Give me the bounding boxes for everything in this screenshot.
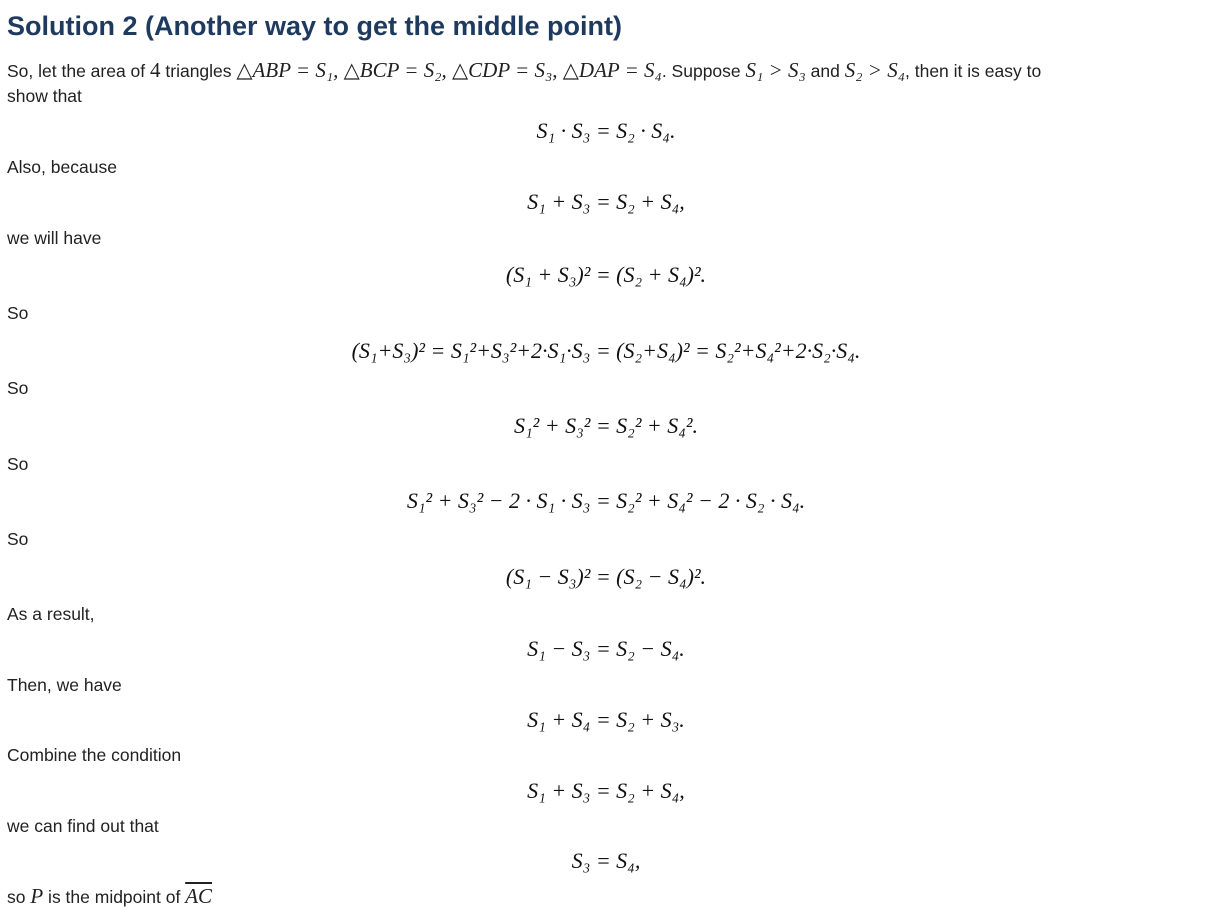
step-text-8: As a result,	[7, 604, 95, 624]
equation-5: S₁² + S₃² = S₂² + S₄².	[513, 413, 698, 438]
step-text-5: So	[7, 378, 29, 398]
step-text-4: So	[7, 303, 29, 323]
equation-1: S₁ · S₃ = S₂ · S₄.	[536, 118, 676, 143]
intro-condition-1: S₁ > S₃	[745, 58, 806, 82]
equation-8: S₁ − S₃ = S₂ − S₄.	[527, 636, 685, 661]
step-text-11: we can find out that	[7, 816, 159, 836]
step-text-6: So	[7, 454, 29, 474]
equation-4: (S₁+S₃)² = S₁²+S₃²+2·S₁·S₃ = (S₂+S₄)² = S₂²+S₄²+2·S₂·S₄.	[351, 338, 861, 363]
intro-tail: , then it is easy to	[905, 61, 1042, 81]
intro-triangle-areas: △ABP = S₁, △BCP = S₂, △CDP = S₃, △DAP = S₄	[236, 58, 662, 82]
intro-number: 4	[150, 58, 161, 82]
equation-9: S₁ + S₄ = S₂ + S₃.	[527, 707, 685, 732]
intro-condition-2: S₂ > S₄	[844, 58, 905, 82]
equation-7: (S₁ − S₃)² = (S₂ − S₄)².	[505, 564, 707, 589]
step-text-10: Combine the condition	[7, 745, 182, 765]
intro-lead: So, let the area of	[7, 61, 151, 81]
conclusion-segment: $\overline{AC}$	[185, 884, 213, 908]
intro-and: and	[805, 61, 845, 81]
intro-triangles-word: triangles	[160, 61, 237, 81]
conclusion-pre: so	[7, 887, 31, 907]
intro-line-2: show that	[7, 86, 82, 106]
equation-11: S₃ = S₄,	[571, 848, 641, 873]
conclusion-line	[7, 883, 212, 910]
conclusion-mid: is the midpoint of	[43, 887, 186, 907]
step-text-2: Also, because	[7, 157, 117, 177]
equation-2: S₁ + S₃ = S₂ + S₄,	[527, 189, 685, 214]
equation-6: S₁² + S₃² − 2 · S₁ · S₃ = S₂² + S₄² − 2 · S₂ · S₄.	[406, 488, 806, 513]
step-text-3: we will have	[7, 228, 102, 248]
step-text-7: So	[7, 529, 29, 549]
step-text-9: Then, we have	[7, 675, 122, 695]
equation-10: S₁ + S₃ = S₂ + S₄,	[527, 778, 685, 803]
conclusion-point: P	[30, 884, 44, 908]
intro-suppose: . Suppose	[661, 61, 746, 81]
solution-heading: Solution 2 (Another way to get the middle point)	[7, 11, 622, 41]
intro-line-1	[7, 57, 1041, 84]
equation-3: (S₁ + S₃)² = (S₂ + S₄)².	[505, 262, 707, 287]
